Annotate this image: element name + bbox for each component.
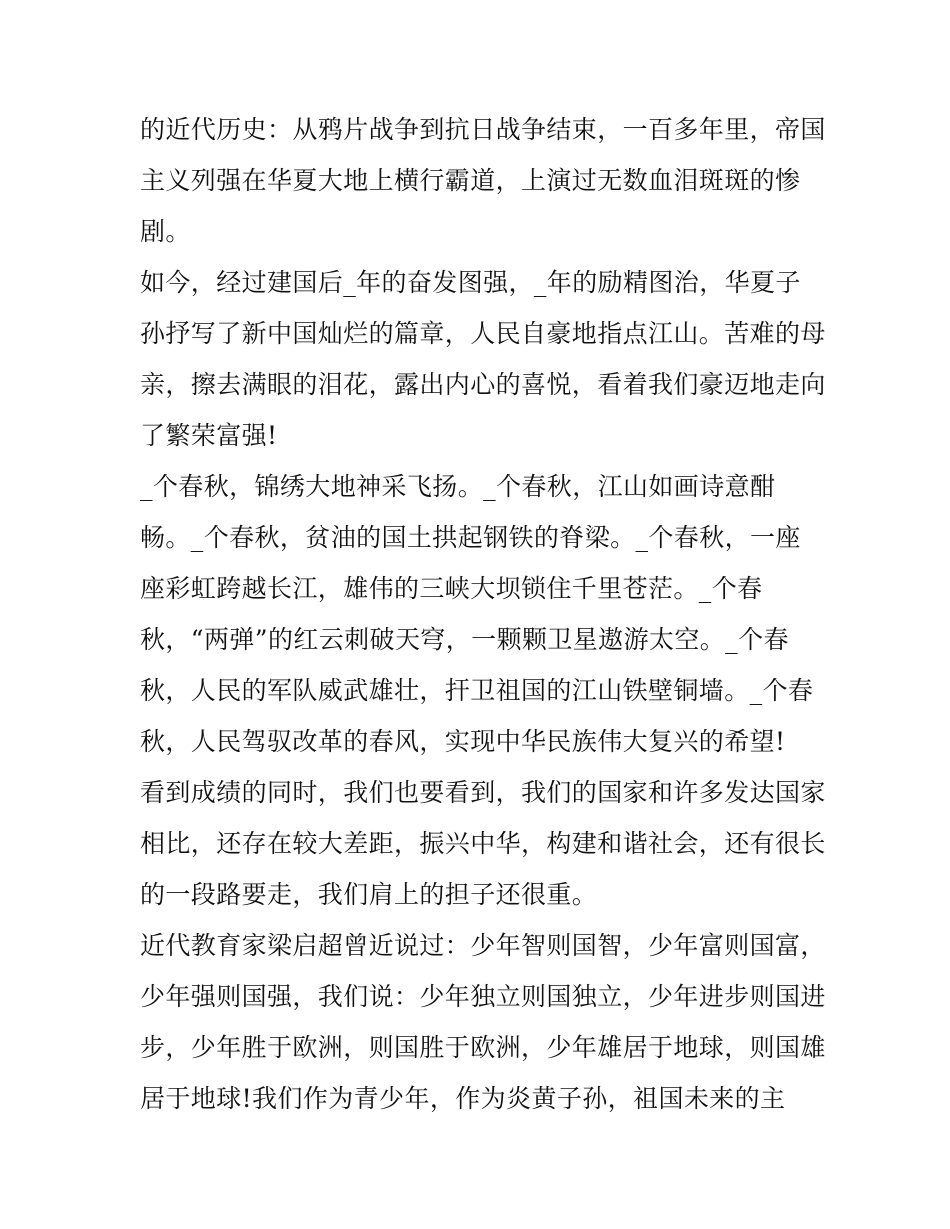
paragraph-1 xyxy=(140,104,826,257)
text-line: _个春秋，锦绣大地神采飞扬。_个春秋，江山如画诗意酣 xyxy=(140,472,776,501)
text-line: 步，少年胜于欧洲，则国胜于欧洲，少年雄居于地球，则国雄 xyxy=(140,1033,826,1062)
text-line: 秋，“两弹”的红云刺破天穹，一颗颗卫星遨游太空。_个春 xyxy=(140,625,789,654)
text-line: 看到成绩的同时，我们也要看到，我们的国家和许多发达国家 xyxy=(140,778,826,807)
document-body xyxy=(140,104,826,1124)
text-line: 秋，人民的军队威武雄壮，扞卫祖国的江山铁壁铜墙。_个春 xyxy=(140,676,814,705)
text-line: 如今，经过建国后_年的奋发图强，_年的励精图治，华夏子 xyxy=(140,268,801,297)
paragraph-3 xyxy=(140,461,820,767)
text-line: 近代教育家梁启超曾近说过：少年智则国智，少年富则国富， xyxy=(140,931,826,960)
text-line: 亲，擦去满眼的泪花，露出内心的喜悦，看着我们豪迈地走向 xyxy=(140,370,826,399)
text-line: 相比，还存在较大差距，振兴中华，构建和谐社会，还有很长 xyxy=(140,829,826,858)
text-line: 座彩虹跨越长江，雄伟的三峡大坝锁住千里苍茫。_个春 xyxy=(140,574,763,603)
text-line: 了繁荣富强! xyxy=(140,421,278,450)
text-line: 居于地球!我们作为青少年，作为炎黄子孙，祖国未来的主 xyxy=(140,1084,786,1113)
paragraph-4 xyxy=(140,767,826,920)
text-line: 少年强则国强，我们说：少年独立则国独立，少年进步则国进 xyxy=(140,982,826,1011)
paragraph-2 xyxy=(140,257,826,461)
text-line: 剧。 xyxy=(140,217,191,246)
text-line: 的近代历史：从鸦片战争到抗日战争结束，一百多年里，帝国 xyxy=(140,115,826,144)
text-line: 的一段路要走，我们肩上的担子还很重。 xyxy=(140,880,598,909)
text-line: 畅。_个春秋，贫油的国土拱起钢铁的脊梁。_个春秋，一座 xyxy=(140,523,801,552)
text-line: 孙抒写了新中国灿烂的篇章，人民自豪地指点江山。苦难的母 xyxy=(140,319,826,348)
paragraph-5 xyxy=(140,920,826,1124)
text-line: 主义列强在华夏大地上横行霸道，上演过无数血泪斑斑的惨 xyxy=(140,166,801,195)
text-line: 秋，人民驾驭改革的春风，实现中华民族伟大复兴的希望! xyxy=(140,727,786,756)
